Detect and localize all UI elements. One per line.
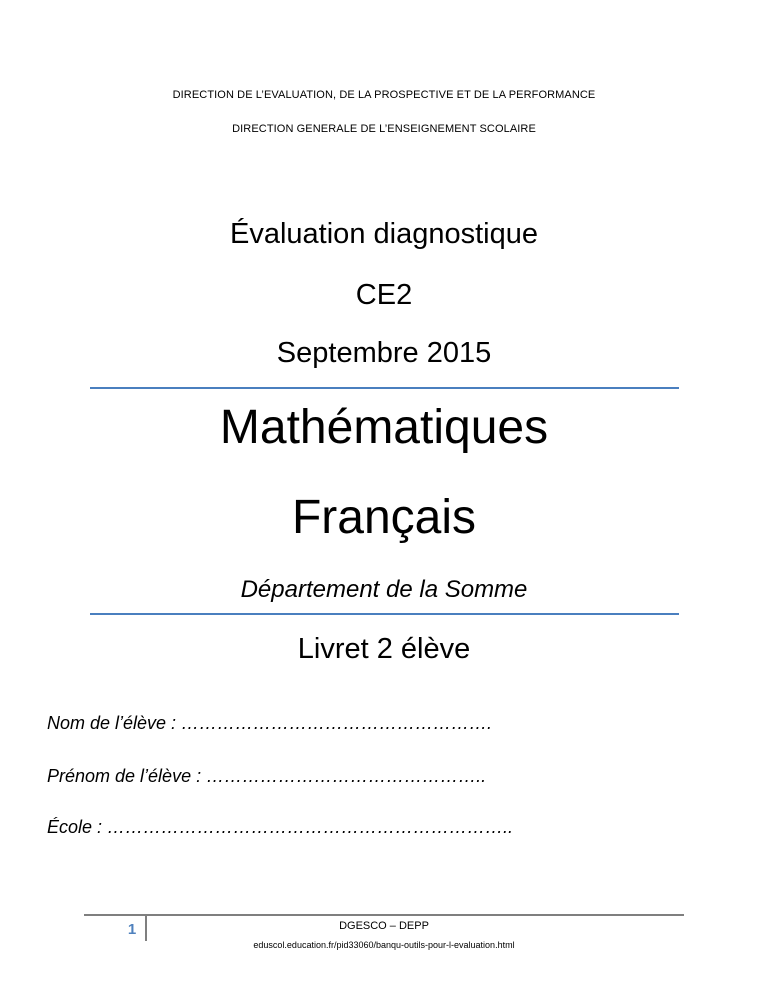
header-direction-generale: DIRECTION GENERALE DE L’ENSEIGNEMENT SCOLAIRE <box>232 123 536 135</box>
title-level: CE2 <box>355 279 413 311</box>
student-name-field: Nom de l’élève : ……………………………………………. <box>47 713 493 733</box>
divider-bottom <box>90 613 679 615</box>
student-firstname-field: Prénom de l’élève : ……………………………………….. <box>47 766 487 786</box>
header-direction-evaluation: DIRECTION DE L’EVALUATION, DE LA PROSPECTIVE ET DE LA PERFORMANCE <box>172 89 596 101</box>
footer-rule <box>84 914 684 916</box>
footer-url: eduscol.education.fr/pid33060/banqu-outils-pour-l-evaluation.html <box>253 940 515 950</box>
booklet-title: Livret 2 élève <box>297 633 471 665</box>
title-subject-math: Mathématiques <box>219 401 549 454</box>
divider-top <box>90 387 679 389</box>
department-subtitle: Département de la Somme <box>240 576 528 603</box>
title-evaluation: Évaluation diagnostique <box>230 218 538 250</box>
footer-org: DGESCO – DEPP <box>339 920 429 932</box>
title-subject-french: Français <box>291 491 477 544</box>
page-number: 1 <box>127 921 137 938</box>
school-field: École : ………………………………………………………….. <box>47 817 514 837</box>
title-date: Septembre 2015 <box>276 337 492 369</box>
